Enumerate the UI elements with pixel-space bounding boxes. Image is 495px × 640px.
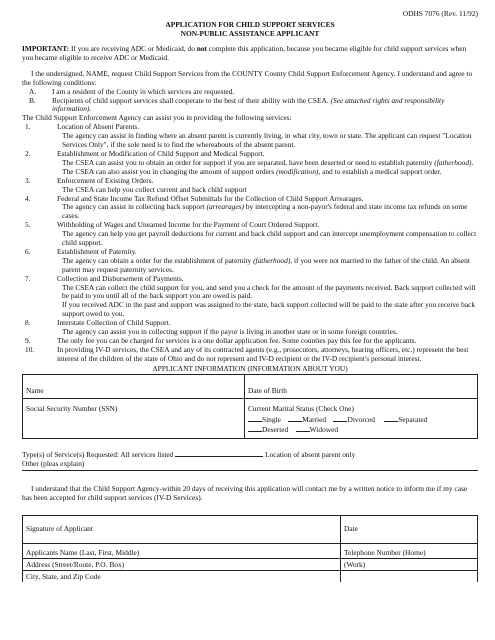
title-line-2: NON-PUBLIC ASSISTANCE APPLICANT [180,29,320,38]
service-request: Type(s) of Service(s) Requested: All services listed Location of absent parent only Other (pleas explain) [22,449,478,472]
single-checkbox[interactable] [248,414,262,422]
important-not: not [196,44,208,53]
service-item: 10. In providing IV-D services, the CSEA and any of its contracted agents (e.g., prosecutors, attorneys, hearing officers, etc.) represent the best interest of the children of the state of Ohio and do not represent and IV-D recipient or the IV-D recipient's personal interest. [25,344,469,363]
service-item: 6. Establishment of Paternity. [25,246,137,256]
deserted-checkbox[interactable] [248,424,262,432]
services-intro: The Child Support Enforcement Agency can assist you in providing the following services: [22,113,292,123]
signature-field[interactable]: Signature of Applicant [23,516,341,544]
service-item: 8. Interstate Collection of Child Support. [25,318,171,328]
applicant-info-table [22,364,478,439]
address-field[interactable]: Address (Street/Route, P.O. Box) [23,559,341,571]
service-item: 9. The only fee you can be charged for services is a one dollar application fee. Some counties pay this fee for the applicants. [25,336,417,345]
service-item: 3. Enforcement of Existing Orders. [25,175,154,185]
married-checkbox[interactable] [288,414,302,422]
service-description: The agency can assist you in collecting support if the payor is living in another state or in some foreign countries. [62,327,398,337]
all-services-blank[interactable] [175,449,263,457]
work-phone-field[interactable]: (Work) [341,559,478,571]
city-state-zip-field[interactable]: City, State, and Zip Code [23,571,341,582]
other-explain-line[interactable] [22,470,478,471]
service-item: 7. Collection and Disbursement of Payments. [25,273,184,283]
name-field[interactable]: Name [23,374,245,398]
service-item: 1. Location of Absent Parents. [25,122,140,132]
title-line-1: APPLICATION FOR CHILD SUPPORT SERVICES [165,20,335,29]
other-explain: Other (pleas explain) [22,458,85,468]
service-item: 4. Federal and State Income Tax Refund Offset Submittals for the Collection of Child Support Arrearages. [25,193,364,203]
separated-checkbox[interactable] [384,414,398,422]
home-phone-field[interactable]: Telephone Number (Home) [341,544,478,559]
service-description: The agency can help you get payroll deductions for current and back child support and can intercept unemployment compensation to collect child support. [62,229,477,248]
document-title [22,20,478,38]
form-number: ODHS 7076 (Rev. 11/92) [402,9,478,18]
ssn-field[interactable]: Social Security Number (SSN) [23,398,245,438]
service-description: The CSEA can assist you to obtain an order for support if you are separated, have been deserted or need to establish paternity (fatherhood). The CSEA can also assist you in changing the amount of support orders (modification), and to establish a medical support order. [62,157,474,176]
service-item: 2. Establishment or Modification of Child Support and Medical Support. [25,148,265,158]
applicant-name-field[interactable]: Applicants Name (Last, First, Middle) [23,544,341,559]
condition-b: B. Recipients of child support services shall cooperate to the best of their ability with the CSEA. (See attached rights and responsibility information). [29,95,445,114]
date-of-birth-field[interactable]: Date of Birth [245,374,478,398]
signature-date-field[interactable]: Date [341,516,478,544]
service-description: If you received ADC in the past and support was assigned to the state, back support collected will be paid to the state after you receive back support owed to you. [62,300,476,319]
document-page [22,10,478,582]
marital-status-field: Current Marital Status (Check One) Single Married Divorced Separated Deserted Widowed [245,398,478,438]
acknowledgement-statement: I understand that the Child Support Agency-within 20 days of receiving this application will contact me by a written notice to inform me if my case has been accepted for child support services (IV-D Services). [22,484,468,503]
intro-paragraph: I the undersigned, NAME, request Child Support Services from the COUNTY County Child Support Enforcement Agency. I understand and agree to the following conditions: [22,68,473,87]
signature-table [22,515,478,582]
applicant-info-heading: APPLICANT INFORMATION (INFORMATION ABOUT YOU) [23,364,478,374]
empty-cell [341,571,478,582]
service-description: The CSEA can collect the child support for you, and send you a check for the amount of the payments received. Back support collected will be paid to you until all of the back support you are owed is paid. [62,282,476,301]
important-notice: IMPORTANT: If you are receiving ADC or Medicaid, do not complete this application, because you became eligible for child support services when you became eligible to receive ADC or Medicaid. [22,44,467,62]
condition-a: A. I am a resident of the County in which services are requested. [29,86,235,96]
important-label: IMPORTANT: [22,44,70,53]
service-description: The agency can assist in finding where an absent parent is currently living, in what city, town or state. The applicant can request "Location Services Only", if the sole need is to find the whereabouts of the absent parent. [62,131,472,150]
divorced-checkbox[interactable] [333,414,347,422]
service-item: 5. Withholding of Wages and Unearned Income for the Payment of Court Ordered Support. [25,220,320,230]
service-description: The agency can obtain a order for the establishment of paternity (fatherhood), if you were not married to the father of the child. An absent parent may request paternity services. [62,255,470,274]
service-description: The CSEA can help you collect current and back child support [62,184,247,194]
widowed-checkbox[interactable] [296,424,310,432]
service-description: The agency can assist in collecting back support (arrearages) by intercepting a non-payor's federal and state income tax refunds on some cases. [62,202,468,221]
